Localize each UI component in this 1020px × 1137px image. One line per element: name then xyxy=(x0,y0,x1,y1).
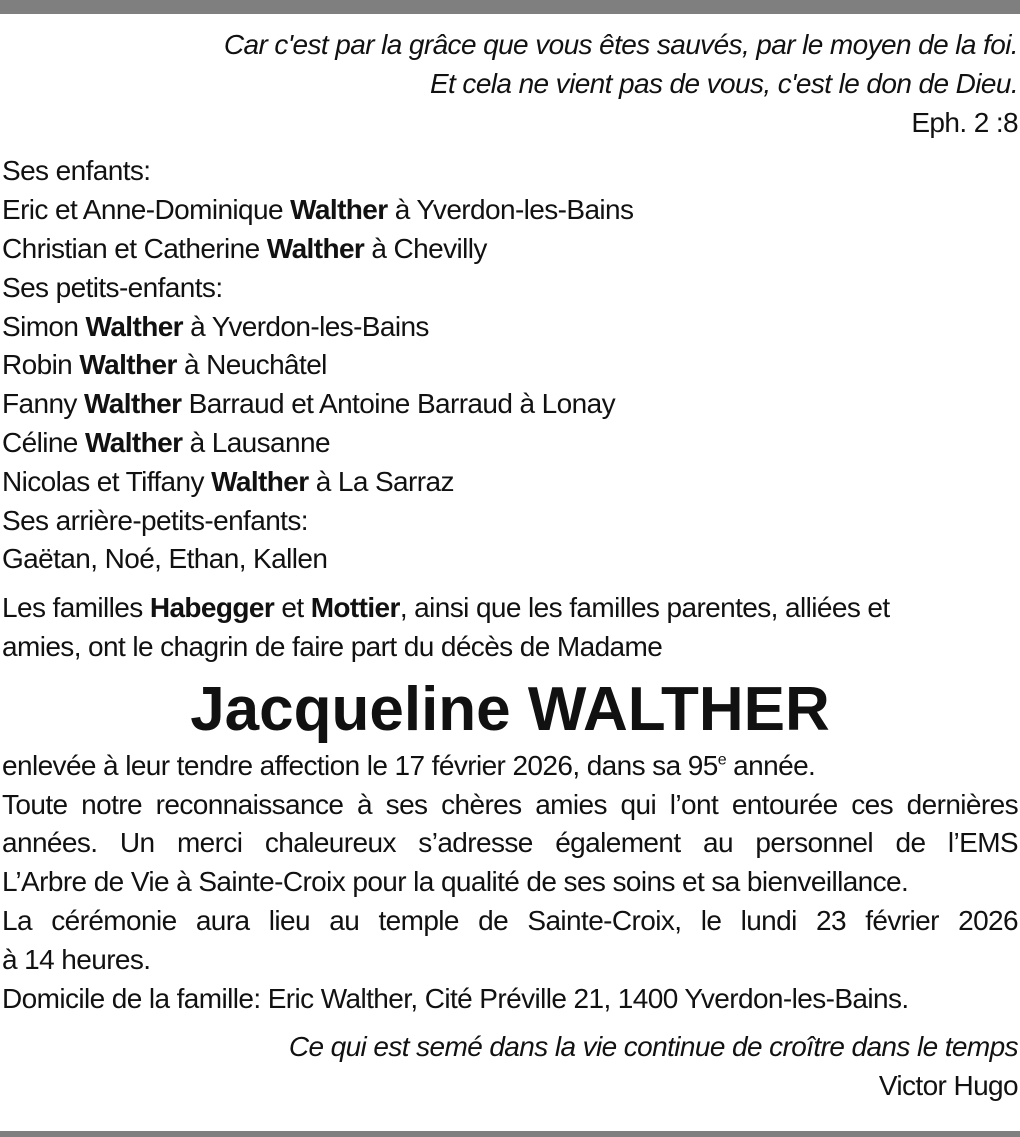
ceremony-line-1: La cérémonie aura lieu au temple de Sainte-Croix, le lundi 23 février 2026 xyxy=(2,904,1018,936)
great-grandchildren-names: Gaëtan, Noé, Ethan, Kallen xyxy=(2,543,328,575)
children-heading: Ses enfants: xyxy=(2,155,151,187)
grandchildren-heading: Ses petits-enfants: xyxy=(2,271,223,303)
quote-author: Victor Hugo xyxy=(878,1070,1018,1102)
ceremony-line-2: à 14 heures. xyxy=(2,943,151,975)
child-line: Eric et Anne-Dominique Walther à Yverdon-les-Bains xyxy=(2,194,634,226)
verse-line-2: Et cela ne vient pas de vous, c'est le don de Dieu. xyxy=(429,67,1018,99)
domicile-line: Domicile de la famille: Eric Walther, Cité Préville 21, 1400 Yverdon-les-Bains. xyxy=(2,982,909,1014)
thanks-line-2: années. Un merci chaleureux s’adresse également au personnel de l’EMS xyxy=(2,827,1018,859)
closing-quote: Ce qui est semé dans la vie continue de croître dans le temps xyxy=(288,1031,1018,1063)
death-details: enlevée à leur tendre affection le 17 février 2026, dans sa 95e année. xyxy=(2,749,816,781)
grandchild-line: Fanny Walther Barraud et Antoine Barraud à Lonay xyxy=(2,388,615,420)
announcement-line-2: amies, ont le chagrin de faire part du décès de Madame xyxy=(2,630,663,662)
grandchild-line: Céline Walther à Lausanne xyxy=(2,426,330,458)
great-grandchildren-heading: Ses arrière-petits-enfants: xyxy=(2,504,308,536)
bottom-border-bar xyxy=(0,1131,1020,1137)
verse-line-1: Car c'est par la grâce que vous êtes sauvés, par le moyen de la foi. xyxy=(223,29,1018,60)
top-border-bar xyxy=(0,0,1020,14)
child-line: Christian et Catherine Walther à Chevilly xyxy=(2,232,487,264)
grandchild-line: Robin Walther à Neuchâtel xyxy=(2,349,327,381)
grandchild-line: Nicolas et Tiffany Walther à La Sarraz xyxy=(2,465,454,497)
thanks-line-1: Toute notre reconnaissance à ses chères amies qui l’ont entourée ces dernières xyxy=(2,788,1018,820)
announcement-line-1: Les familles Habegger et Mottier, ainsi que les familles parentes, alliées et xyxy=(2,592,890,624)
deceased-name: Jacqueline WALTHER xyxy=(190,674,830,744)
obituary-notice xyxy=(2,26,1018,1106)
verse-reference: Eph. 2 :8 xyxy=(911,106,1018,138)
grandchild-line: Simon Walther à Yverdon-les-Bains xyxy=(2,310,429,342)
thanks-line-3: L’Arbre de Vie à Sainte-Croix pour la qualité de ses soins et sa bienveillance. xyxy=(2,866,909,898)
